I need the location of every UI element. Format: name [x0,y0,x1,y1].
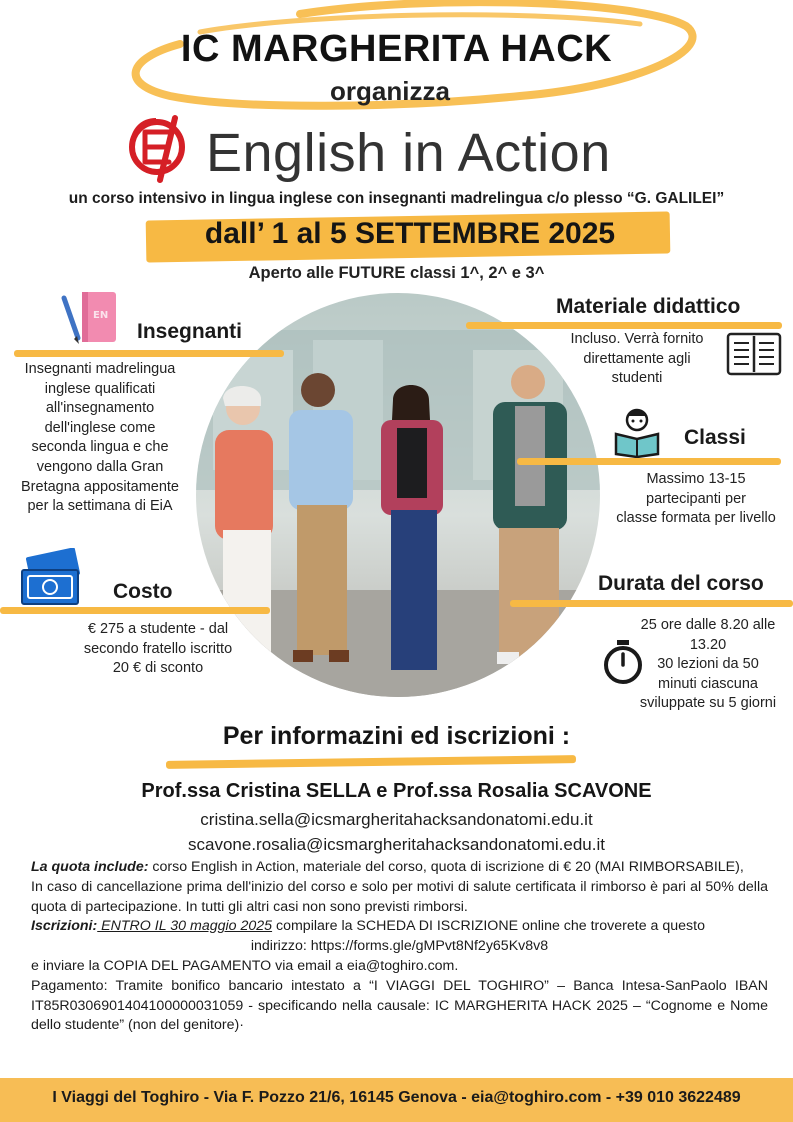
cancellation-paragraph: In caso di cancellazione prima dell'inizio del corso e solo per motivi di salute certificata il rimborso è pari al 50% della quota di partecipazione. In tutti gli altri casi non sono previsti rimborsi. [31,878,768,915]
course-dates: dall’ 1 al 5 SETTEMBRE 2025 [204,217,616,250]
cost-line: 20 € di sconto [112,660,204,677]
teachers-title: Insegnanti [137,320,243,343]
material-title: Materiale didattico [556,295,741,318]
info-title: Per informazini ed iscrizioni : [222,722,571,750]
classes-line: partecipanti per [646,490,746,507]
svg-text:EN: EN [93,310,109,321]
registration-form-link[interactable]: indirizzo: https://forms.gle/gMPvt8Nf2y65Kv8v8 [250,938,549,955]
material-line: direttamente agli [583,350,691,367]
cost-title: Costo [113,580,173,603]
duration-brush [510,600,793,607]
classes-title: Classi [684,426,746,449]
classes-brush [517,458,781,465]
duration-line: sviluppate su 5 giorni [639,695,777,712]
footer-bar [0,1078,793,1122]
registration-label: Iscrizioni: [31,918,98,935]
teachers-line: vengono dalla Gran [36,458,164,475]
teachers-line: seconda lingua e che [31,439,169,456]
reading-student-icon [612,406,662,458]
cost-line: € 275 a studente - dal [87,621,229,637]
teachers-line: Insegnanti madrelingua [24,361,176,377]
classes-line: classe formata per livello [616,510,776,527]
payment-paragraph: Pagamento: Tramite bonifico bancario intestato a “I VIAGGI DEL TOGHIRO” – Banca Intesa-SanPaolo IBAN IT85R0306901404100000031059 - specificando nella causale: IC MARGHERITA HACK 2025 – “Cognome e Nome dello studente” (non del genitore)· [31,977,768,1034]
classes-description [600,470,792,529]
cost-description [58,620,258,679]
duration-line: 30 lezioni da 50 [657,656,759,673]
material-description [556,330,718,389]
contact-email-sella[interactable]: cristina.sella@icsmargheritahacksandonatomi.edu.it [200,810,593,829]
teachers-description [10,360,190,517]
teachers-line: dell'inglese come [44,419,156,436]
english-in-action-logo-icon [120,110,194,184]
organizes-label: organizza [330,76,450,106]
cost-line: secondo fratello iscritto [83,640,233,657]
cost-brush [0,607,270,614]
classes-line: Massimo 13-15 [646,471,746,487]
duration-description [620,616,793,714]
registration-deadline: ENTRO IL 30 maggio 2025 [97,918,273,935]
duration-line: 13.20 [689,636,727,653]
duration-line: 25 ore dalle 8.20 alle [640,617,776,633]
teachers-line: per la settimana di EiA [27,498,173,515]
course-subtitle: un corso intensivo in lingua inglese con insegnanti madrelingua c/o plesso “G. GALILEI” [68,190,725,207]
duration-title: Durata del corso [598,572,764,595]
contact-email-scavone[interactable]: scavone.rosalia@icsmargheritahacksandonatomi.edu.it [188,835,605,854]
teachers-line: Bretagna appositamente [21,478,179,495]
send-payment-text: e inviare la COPIA DEL PAGAMENTO via email a eia@toghiro.com. [31,957,459,974]
material-line: Incluso. Verrà fornito [570,331,704,347]
quota-label: La quota include: [31,859,149,875]
notebook-icon [60,288,122,350]
open-book-icon [726,332,782,376]
contact-names: Prof.ssa Cristina SELLA e Prof.ssa Rosalia SCAVONE [141,780,652,802]
money-icon [18,548,84,610]
footer-contact: I Viaggi del Toghiro - Via F. Pozzo 21/6, 16145 Genova - eia@toghiro.com - +39 010 3622489 [52,1089,741,1106]
brand-name: English in Action [206,123,611,183]
details-block [31,858,768,1036]
registration-paragraph [31,917,768,937]
quota-text: corso English in Action, materiale del corso, quota di iscrizione di € 20 (MAI RIMBORSABILE), [148,859,744,875]
school-title: IC MARGHERITA HACK [180,28,613,70]
quota-paragraph [31,858,768,878]
material-line: studenti [611,370,663,387]
duration-line: minuti ciascuna [658,675,758,692]
info-brush [166,755,576,769]
open-to-classes: Aperto alle FUTURE classi 1^, 2^ e 3^ [248,264,545,282]
teachers-line: all'insegnamento [45,400,155,417]
registration-text: compilare la SCHEDA DI ISCRIZIONE online che troverete a questo [272,918,705,935]
teachers-brush [14,350,284,357]
teachers-line: inglese qualificati [44,380,156,397]
material-brush [466,322,782,329]
